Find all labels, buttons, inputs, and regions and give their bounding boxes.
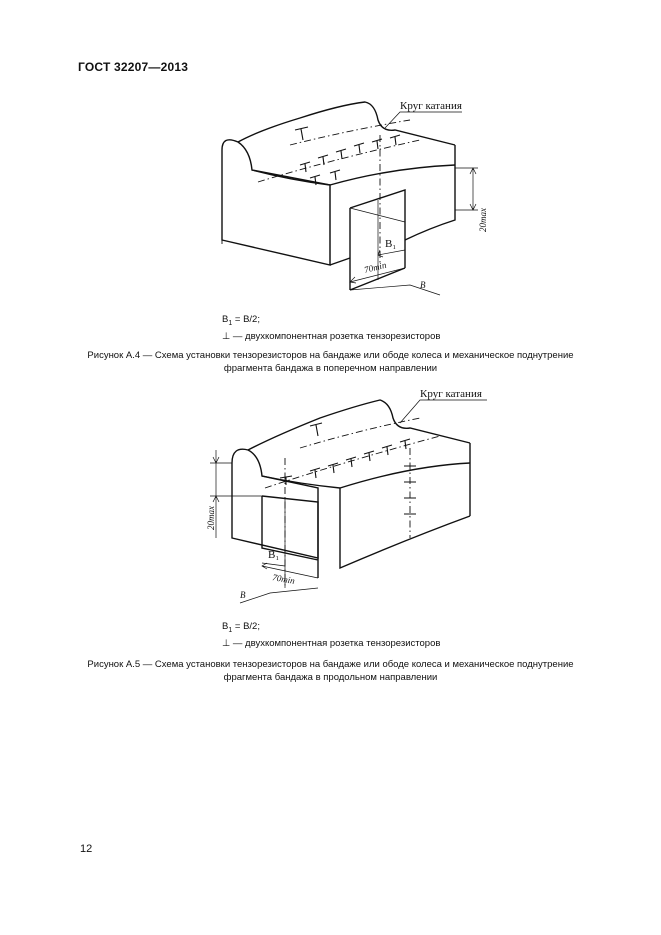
legend-rosette-row: ⊥ — двухкомпонентная розетка тензорезисторов (222, 330, 441, 342)
legend-b1-row: $B_1 = B/2$; (222, 621, 260, 634)
fig5-label-b1: B₁ (268, 549, 280, 561)
fig5-dim-b1 (262, 563, 285, 566)
fig5-label-70min: 70min (271, 572, 296, 586)
fig4-leader-rolling (385, 112, 462, 128)
rosette-symbol-icon: ⊥ (222, 330, 231, 342)
fig5-bottom (340, 488, 470, 568)
fig5-label-rolling-circle: Круг катания (420, 388, 482, 400)
figure-a5-svg (0, 388, 661, 613)
fig5-label-b: B (240, 590, 246, 600)
fig4-label-20max: 20max (478, 208, 488, 232)
fig4-dim-20max (455, 168, 478, 210)
legend-b1-row: $B_1 = B/2$; (222, 314, 260, 327)
fig4-leader-b (350, 285, 440, 295)
rosette-symbol-icon: ⊥ (222, 637, 231, 649)
figure-a4-caption: Рисунок А.4 — Схема установки тензорезисторов на бандаже или ободе колеса и механическое поднутрение фрагмента бандажа в поперечном направлении (87, 350, 574, 374)
fig5-top-surface (248, 400, 470, 450)
figure-a4-legend (222, 313, 440, 343)
fig4-rosettes (295, 127, 400, 185)
fig5-notch (262, 496, 318, 578)
figure-a5-caption: Рисунок А.5 — Схема установки тензорезисторов на бандаже или ободе колеса и механическое поднутрение фрагмента бандажа в продольном направлении (87, 659, 574, 683)
fig5-dim-20max (210, 450, 262, 538)
fig4-dash-line-2 (290, 120, 410, 145)
fig4-label-rolling-circle: Круг катания (400, 100, 462, 112)
page-header-title: ГОСТ 32207—2013 (78, 60, 189, 74)
fig4-dim-b1 (378, 250, 405, 257)
fig4-label-b1: B₁ (385, 238, 397, 250)
fig5-label-20max: 20max (206, 506, 216, 530)
fig5-left-block (232, 449, 318, 558)
legend-rosette-row: ⊥ — двухкомпонентная розетка тензорезисторов (222, 637, 441, 649)
page-number: 12 (80, 843, 93, 855)
fig4-left-block (222, 140, 330, 265)
figure-a5-drawing (0, 388, 661, 613)
fig4-label-b: B (420, 280, 426, 290)
fig5-leader-b (240, 588, 318, 603)
fig5-dash-line-1 (265, 436, 440, 488)
figure-a4-drawing (0, 90, 661, 305)
fig4-label-70min: 70min (363, 259, 388, 275)
figure-a5-legend (222, 620, 440, 650)
fig5-front-arc (262, 463, 470, 488)
figure-a4-svg (0, 90, 661, 305)
